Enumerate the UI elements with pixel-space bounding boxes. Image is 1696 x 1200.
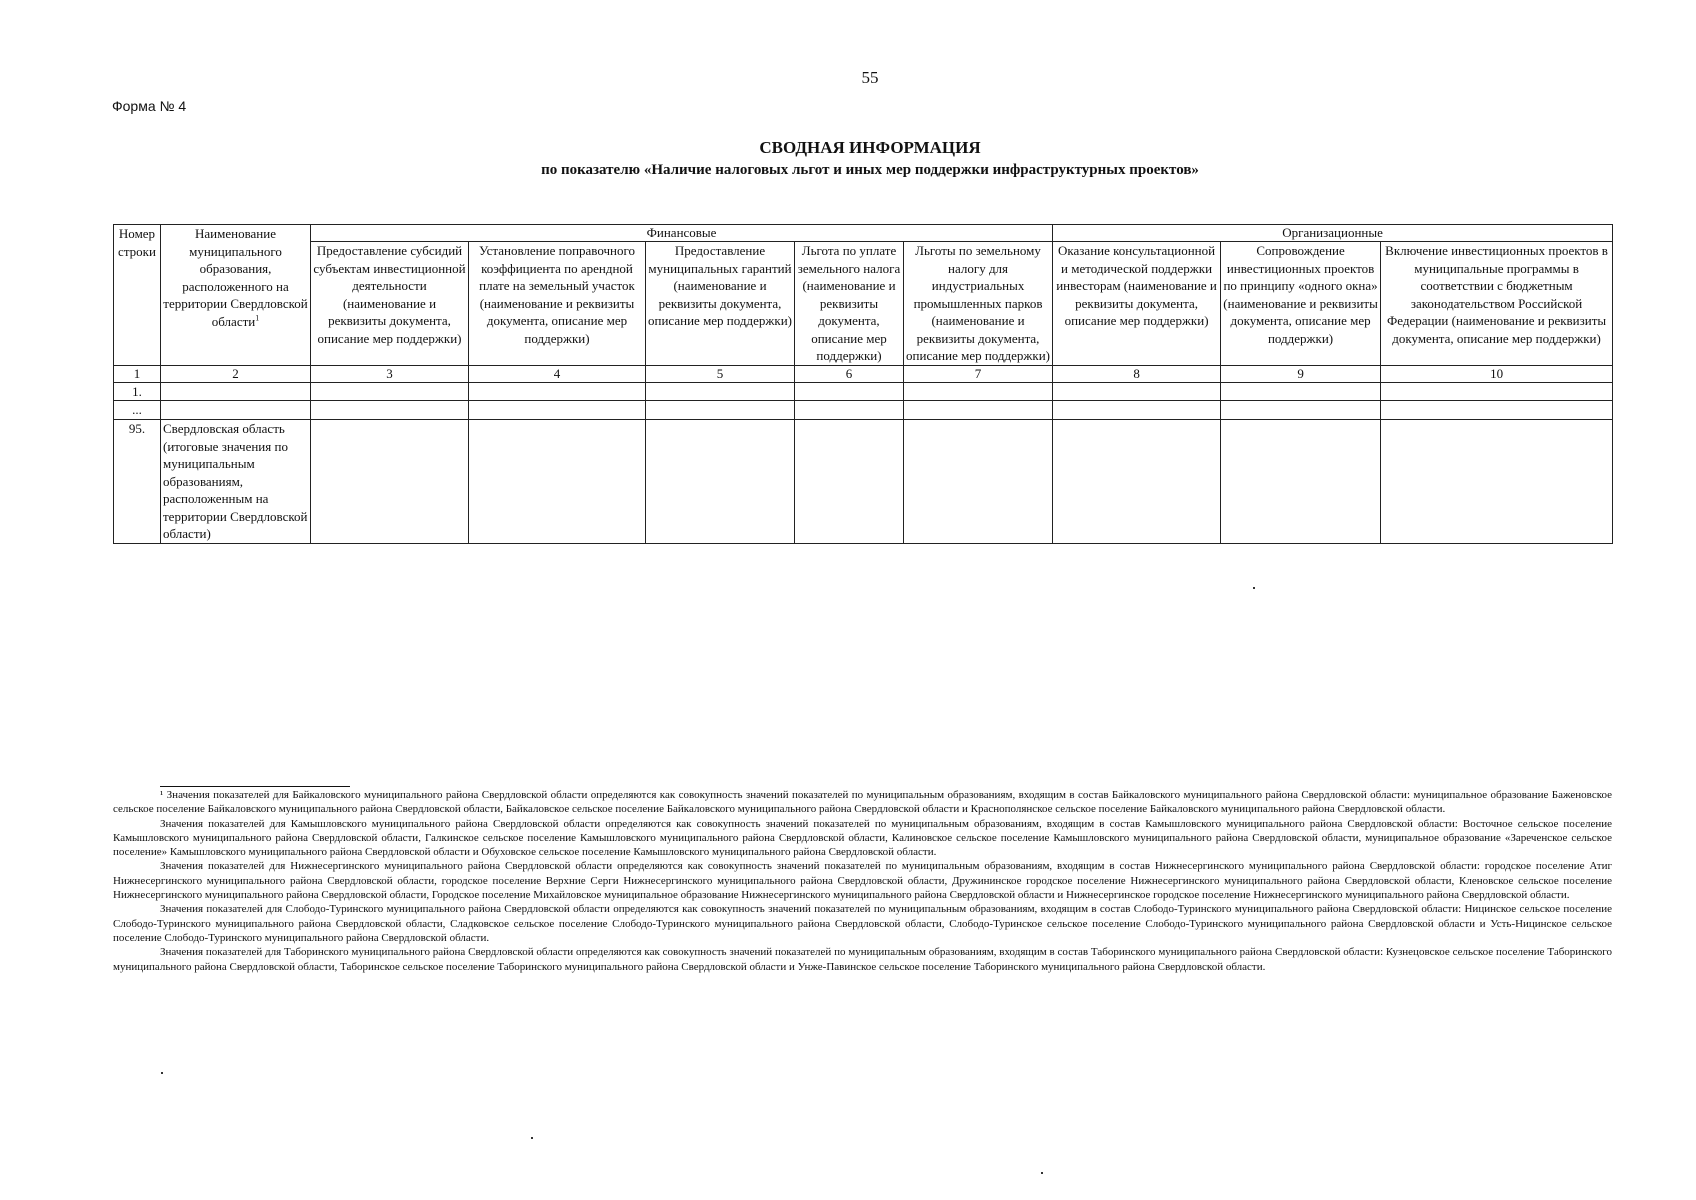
document-title: СВОДНАЯ ИНФОРМАЦИЯ [759, 138, 981, 157]
row-municipality: Свердловская область (итоговые значения по муниципальным образованиям, расположенным на территории Свердловской области) [161, 420, 311, 544]
col-header-guarantees: Предоставление муниципальных гарантий (наименование и реквизиты документа, описание мер поддержки) [646, 242, 795, 366]
scan-speck [531, 1137, 533, 1139]
footnote-divider [160, 786, 350, 787]
col-header-rent-coefficient: Установление поправочного коэффициента по арендной плате на земельный участок (наименование и реквизиты документа, описание мер поддержки) [469, 242, 646, 366]
table-cell [646, 401, 795, 420]
row-number: 1. [114, 382, 161, 401]
column-number: 9 [1221, 365, 1381, 382]
table-cell [469, 382, 646, 401]
row-number: ... [114, 401, 161, 420]
table-cell [646, 420, 795, 544]
footnote-paragraph: Значения показателей для Камышловского муниципального района Свердловской области определяются как совокупность значений показателей по муниципальным образованиям, входящим в состав Камышловского муниципального района Свердловской области: Восточное сельское поселение Камышловского муниципального района Свердловской области, Галкинское сельское поселение Камышловского муниципального района Свердловской области, Калиновское сельское поселение Камышловского муниципального района Свердловской области, муниципальное образование «Зареченское сельское поселение» Камышловского муниципального района Свердловской области и Обуховское сельское поселение Камышловского муниципального района Свердловской области. [113, 817, 1612, 859]
table-cell [1221, 420, 1381, 544]
table-row-total [114, 420, 1613, 544]
scan-speck [161, 1072, 163, 1074]
column-number: 7 [904, 365, 1053, 382]
table-cell [646, 382, 795, 401]
table-cell [904, 420, 1053, 544]
row-municipality [161, 401, 311, 420]
table-subheader-row [114, 242, 1613, 366]
table-cell [904, 401, 1053, 420]
table-cell [1221, 401, 1381, 420]
summary-table [113, 224, 1613, 544]
table-cell [311, 401, 469, 420]
footnote-paragraph: ¹ Значения показателей для Байкаловского муниципального района Свердловской области определяются как совокупность значений показателей по муниципальным образованиям, входящим в состав Байкаловского муниципального района Свердловской области: муниципальное образование Баженовское сельское поселение Байкаловского муниципального района Свердловской области, Байкаловское сельское поселение Байкаловского муниципального района Свердловской области и Краснополянское сельское поселение Байкаловского муниципального района Свердловской области. [113, 789, 1612, 816]
footnote-paragraph: Значения показателей для Слободо-Туринского муниципального района Свердловской области определяются как совокупность значений показателей по муниципальным образованиям, входящим в состав Слободо-Туринского муниципального района Свердловской области: Ницинское сельское поселение Слободо-Туринского муниципального района Свердловской области, Сладковское сельское поселение Слободо-Туринского муниципального района Свердловской области, Слободо-Туринское сельское поселение Слободо-Туринского муниципального района Свердловской области и Усть-Ницинское сельское поселение Слободо-Туринского муниципального района Свердловской области. [113, 903, 1612, 944]
row-municipality [161, 382, 311, 401]
table-cell [469, 401, 646, 420]
footnotes [113, 788, 1612, 974]
scan-speck [1041, 1172, 1043, 1174]
col-header-one-window: Сопровождение инвестиционных проектов по принципу «одного окна» (наименование и реквизиты документа, описание мер поддержки) [1221, 242, 1381, 366]
table-cell [795, 401, 904, 420]
table-cell [1381, 382, 1613, 401]
col-header-number: Номер строки [114, 225, 161, 366]
scan-speck [1253, 587, 1255, 589]
table-row [114, 401, 1613, 420]
row-number: 95. [114, 420, 161, 544]
table-cell [795, 420, 904, 544]
column-number-row [114, 365, 1613, 382]
column-number: 6 [795, 365, 904, 382]
page-number: 55 [861, 68, 879, 87]
col-header-subsidies: Предоставление субсидий субъектам инвестиционной деятельности (наименование и реквизиты документа, описание мер поддержки) [311, 242, 469, 366]
column-number: 8 [1053, 365, 1221, 382]
group-header-organizational: Организационные [1053, 225, 1613, 242]
column-number: 3 [311, 365, 469, 382]
table-cell [469, 420, 646, 544]
table-cell [1381, 401, 1613, 420]
col-header-industrial-parks: Льготы по земельному налогу для индустриальных промышленных парков (наименование и реквизиты документа, описание мер поддержки) [904, 242, 1053, 366]
table-row [114, 382, 1613, 401]
document-subtitle: по показателю «Наличие налоговых льгот и иных мер поддержки инфраструктурных проектов» [541, 162, 1199, 178]
column-number: 5 [646, 365, 795, 382]
table-cell [311, 420, 469, 544]
column-number: 2 [161, 365, 311, 382]
table-header-row [114, 225, 1613, 242]
form-label: Форма № 4 [112, 98, 187, 114]
col-header-municipality-text: Наименование муниципального образования, расположенного на территории Свердловской области [163, 226, 308, 329]
col-header-land-tax-benefit: Льгота по уплате земельного налога (наименование и реквизиты документа, описание мер поддержки) [795, 242, 904, 366]
footnote-paragraph: Значения показателей для Нижнесергинского муниципального района Свердловской области определяются как совокупность значений показателей по муниципальным образованиям, входящим в состав Нижнесергинского муниципального района Свердловской области: городское поселение Атиг Нижнесергинского муниципального района Свердловской области, городское поселение Верхние Серги Нижнесергинского муниципального района Свердловской области, Дружининское городское поселение Нижнесергинского муниципального района Свердловской области, Кленовское сельское поселение Нижнесергинского муниципального района Свердловской области, Городское поселение Михайловское муниципальное образование Нижнесергинского муниципального района Свердловской области и Нижнесергинское городское поселение Нижнесергинского муниципального района Свердловской области. [113, 860, 1612, 902]
table-cell [1381, 420, 1613, 544]
group-header-financial: Финансовые [311, 225, 1053, 242]
footnote-mark: 1 [255, 313, 260, 323]
column-number: 10 [1381, 365, 1613, 382]
table-cell [1053, 401, 1221, 420]
col-header-municipality [161, 225, 311, 366]
column-number: 4 [469, 365, 646, 382]
col-header-municipal-programs: Включение инвестиционных проектов в муниципальные программы в соответствии с бюджетным законодательством Российской Федерации (наименование и реквизиты документа, описание мер поддержки) [1381, 242, 1613, 366]
table-cell [795, 382, 904, 401]
footnote-paragraph: Значения показателей для Таборинского муниципального района Свердловской области определяются как совокупность значений показателей по муниципальным образованиям, входящим в состав Таборинского муниципального района Свердловской области: Кузнецовское сельское поселение Таборинского муниципального района Свердловской области, Таборинское сельское поселение Таборинского муниципального района Свердловской области и Унже-Павинское сельское поселение Таборинского муниципального района Свердловской области. [113, 946, 1612, 973]
table-cell [1053, 382, 1221, 401]
table-cell [1221, 382, 1381, 401]
col-header-consulting: Оказание консультационной и методической поддержки инвесторам (наименование и реквизиты документа, описание мер поддержки) [1053, 242, 1221, 366]
table-cell [311, 382, 469, 401]
table-cell [904, 382, 1053, 401]
table-cell [1053, 420, 1221, 544]
column-number: 1 [114, 365, 161, 382]
